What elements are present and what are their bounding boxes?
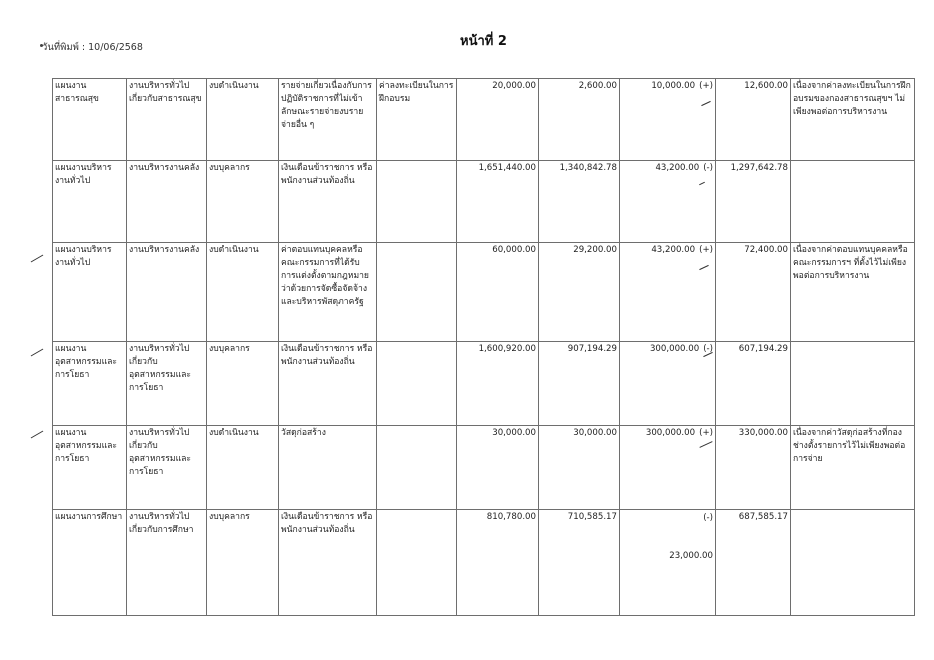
item-cell: ค่าตอบแทนบุคคลหรือคณะกรรมการที่ได้รับการแต่งตั้งตามกฎหมายว่าด้วยการจัดซื้อจัดจ้างและบริหารพัสดุภาครัฐ [279,243,377,342]
task-cell: งานบริหารงานคลัง [127,243,207,342]
budget-cell: 20,000.00 [457,79,539,161]
subitem-cell [377,510,457,616]
reason-cell [791,161,915,243]
balance-cell: 30,000.00 [539,426,620,510]
table-row [53,243,915,342]
balance-cell: 29,200.00 [539,243,620,342]
reason-cell: เนื่องจากค่าลงทะเบียนในการฝึกอบรมของกองสาธารณสุขฯ ไม่เพียงพอต่อการบริหารงาน [791,79,915,161]
task-cell: งานบริหารทั่วไปเกี่ยวกับอุตสาหกรรมและการโยธา [127,342,207,426]
item-cell: เงินเดือนข้าราชการ หรือพนักงานส่วนท้องถิ่น [279,510,377,616]
balance-cell: 1,340,842.78 [539,161,620,243]
subitem-cell [377,342,457,426]
result-cell: 1,297,642.78 [716,161,791,243]
change-amount: 23,000.00 [669,551,713,561]
change-amount: 43,200.00 [655,163,700,173]
table-row [53,510,915,616]
reason-cell [791,510,915,616]
result-cell: 72,400.00 [716,243,791,342]
reason-cell [791,342,915,426]
category-cell: งบดำเนินงาน [207,243,279,342]
change-cell [620,342,716,426]
reason-cell: เนื่องจากค่าตอบแทนบุคคลหรือคณะกรรมการฯ ที่ตั้งไว้ไม่เพียงพอต่อการบริหารงาน [791,243,915,342]
task-cell: งานบริหารทั่วไปเกี่ยวกับอุตสาหกรรมและการโยธา [127,426,207,510]
change-sign: (-) [703,344,713,354]
category-cell: งบดำเนินงาน [207,79,279,161]
table-row [53,79,915,161]
change-cell [620,426,716,510]
hand-tick [699,441,712,448]
change-amount: 300,000.00 [649,344,700,354]
result-cell: 687,585.17 [716,510,791,616]
budget-transfer-table [52,78,914,615]
task-cell: งานบริหารทั่วไปเกี่ยวกับการศึกษา [127,510,207,616]
budget-cell: 810,780.00 [457,510,539,616]
plan-cell: แผนงานการศึกษา [53,510,127,616]
plan-cell: แผนงานอุตสาหกรรมและการโยธา [53,342,127,426]
subitem-cell [377,161,457,243]
balance-cell: 2,600.00 [539,79,620,161]
budget-cell: 1,651,440.00 [457,161,539,243]
table-row [53,426,915,510]
result-cell: 330,000.00 [716,426,791,510]
change-amount: 300,000.00 [645,428,696,438]
change-sign: (-) [703,163,713,173]
table-row [53,342,915,426]
change-cell [620,79,716,161]
hand-tick [701,101,710,106]
change-amount: 43,200.00 [651,245,696,255]
result-cell: 607,194.29 [716,342,791,426]
subitem-cell [377,426,457,510]
hand-mark [31,431,44,439]
item-cell: เงินเดือนข้าราชการ หรือพนักงานส่วนท้องถิ่น [279,342,377,426]
hand-mark [31,349,44,357]
item-cell: รายจ่ายเกี่ยวเนื่องกับการปฏิบัติราชการที่ไม่เข้าลักษณะรายจ่ายงบรายจ่ายอื่น ๆ [279,79,377,161]
plan-cell: แผนงานสาธารณสุข [53,79,127,161]
change-sign: (-) [703,513,713,523]
change-cell [620,243,716,342]
item-cell: เงินเดือนข้าราชการ หรือพนักงานส่วนท้องถิ่น [279,161,377,243]
subitem-cell [377,243,457,342]
category-cell: งบบุคลากร [207,342,279,426]
change-cell [620,161,716,243]
change-sign: (+) [699,428,713,438]
plan-cell: แผนงานอุตสาหกรรมและการโยธา [53,426,127,510]
budget-cell: 30,000.00 [457,426,539,510]
balance-cell: 710,585.17 [539,510,620,616]
category-cell: งบดำเนินงาน [207,426,279,510]
category-cell: งบบุคลากร [207,161,279,243]
table-row [53,161,915,243]
page-title: หน้าที่ 2 [460,34,507,49]
hand-mark [31,255,44,263]
balance-cell: 907,194.29 [539,342,620,426]
reason-cell: เนื่องจากค่าวัสดุก่อสร้างที่กองช่างตั้งรายการไว้ไม่เพียงพอต่อการจ่าย [791,426,915,510]
print-date: วันที่พิมพ์ : 10/06/2568 [42,42,143,53]
hand-tick [699,182,705,185]
plan-cell: แผนงานบริหารงานทั่วไป [53,161,127,243]
budget-cell: 60,000.00 [457,243,539,342]
category-cell: งบบุคลากร [207,510,279,616]
budget-cell: 1,600,920.00 [457,342,539,426]
change-sign: (+) [699,245,713,255]
plan-cell: แผนงานบริหารงานทั่วไป [53,243,127,342]
task-cell: งานบริหารทั่วไปเกี่ยวกับสาธารณสุข [127,79,207,161]
hand-tick [699,265,708,270]
subitem-cell: ค่าลงทะเบียนในการฝึกอบรม [377,79,457,161]
change-cell [620,510,716,616]
change-amount: 10,000.00 [651,81,696,91]
task-cell: งานบริหารงานคลัง [127,161,207,243]
result-cell: 12,600.00 [716,79,791,161]
item-cell: วัสดุก่อสร้าง [279,426,377,510]
change-sign: (+) [699,81,713,91]
